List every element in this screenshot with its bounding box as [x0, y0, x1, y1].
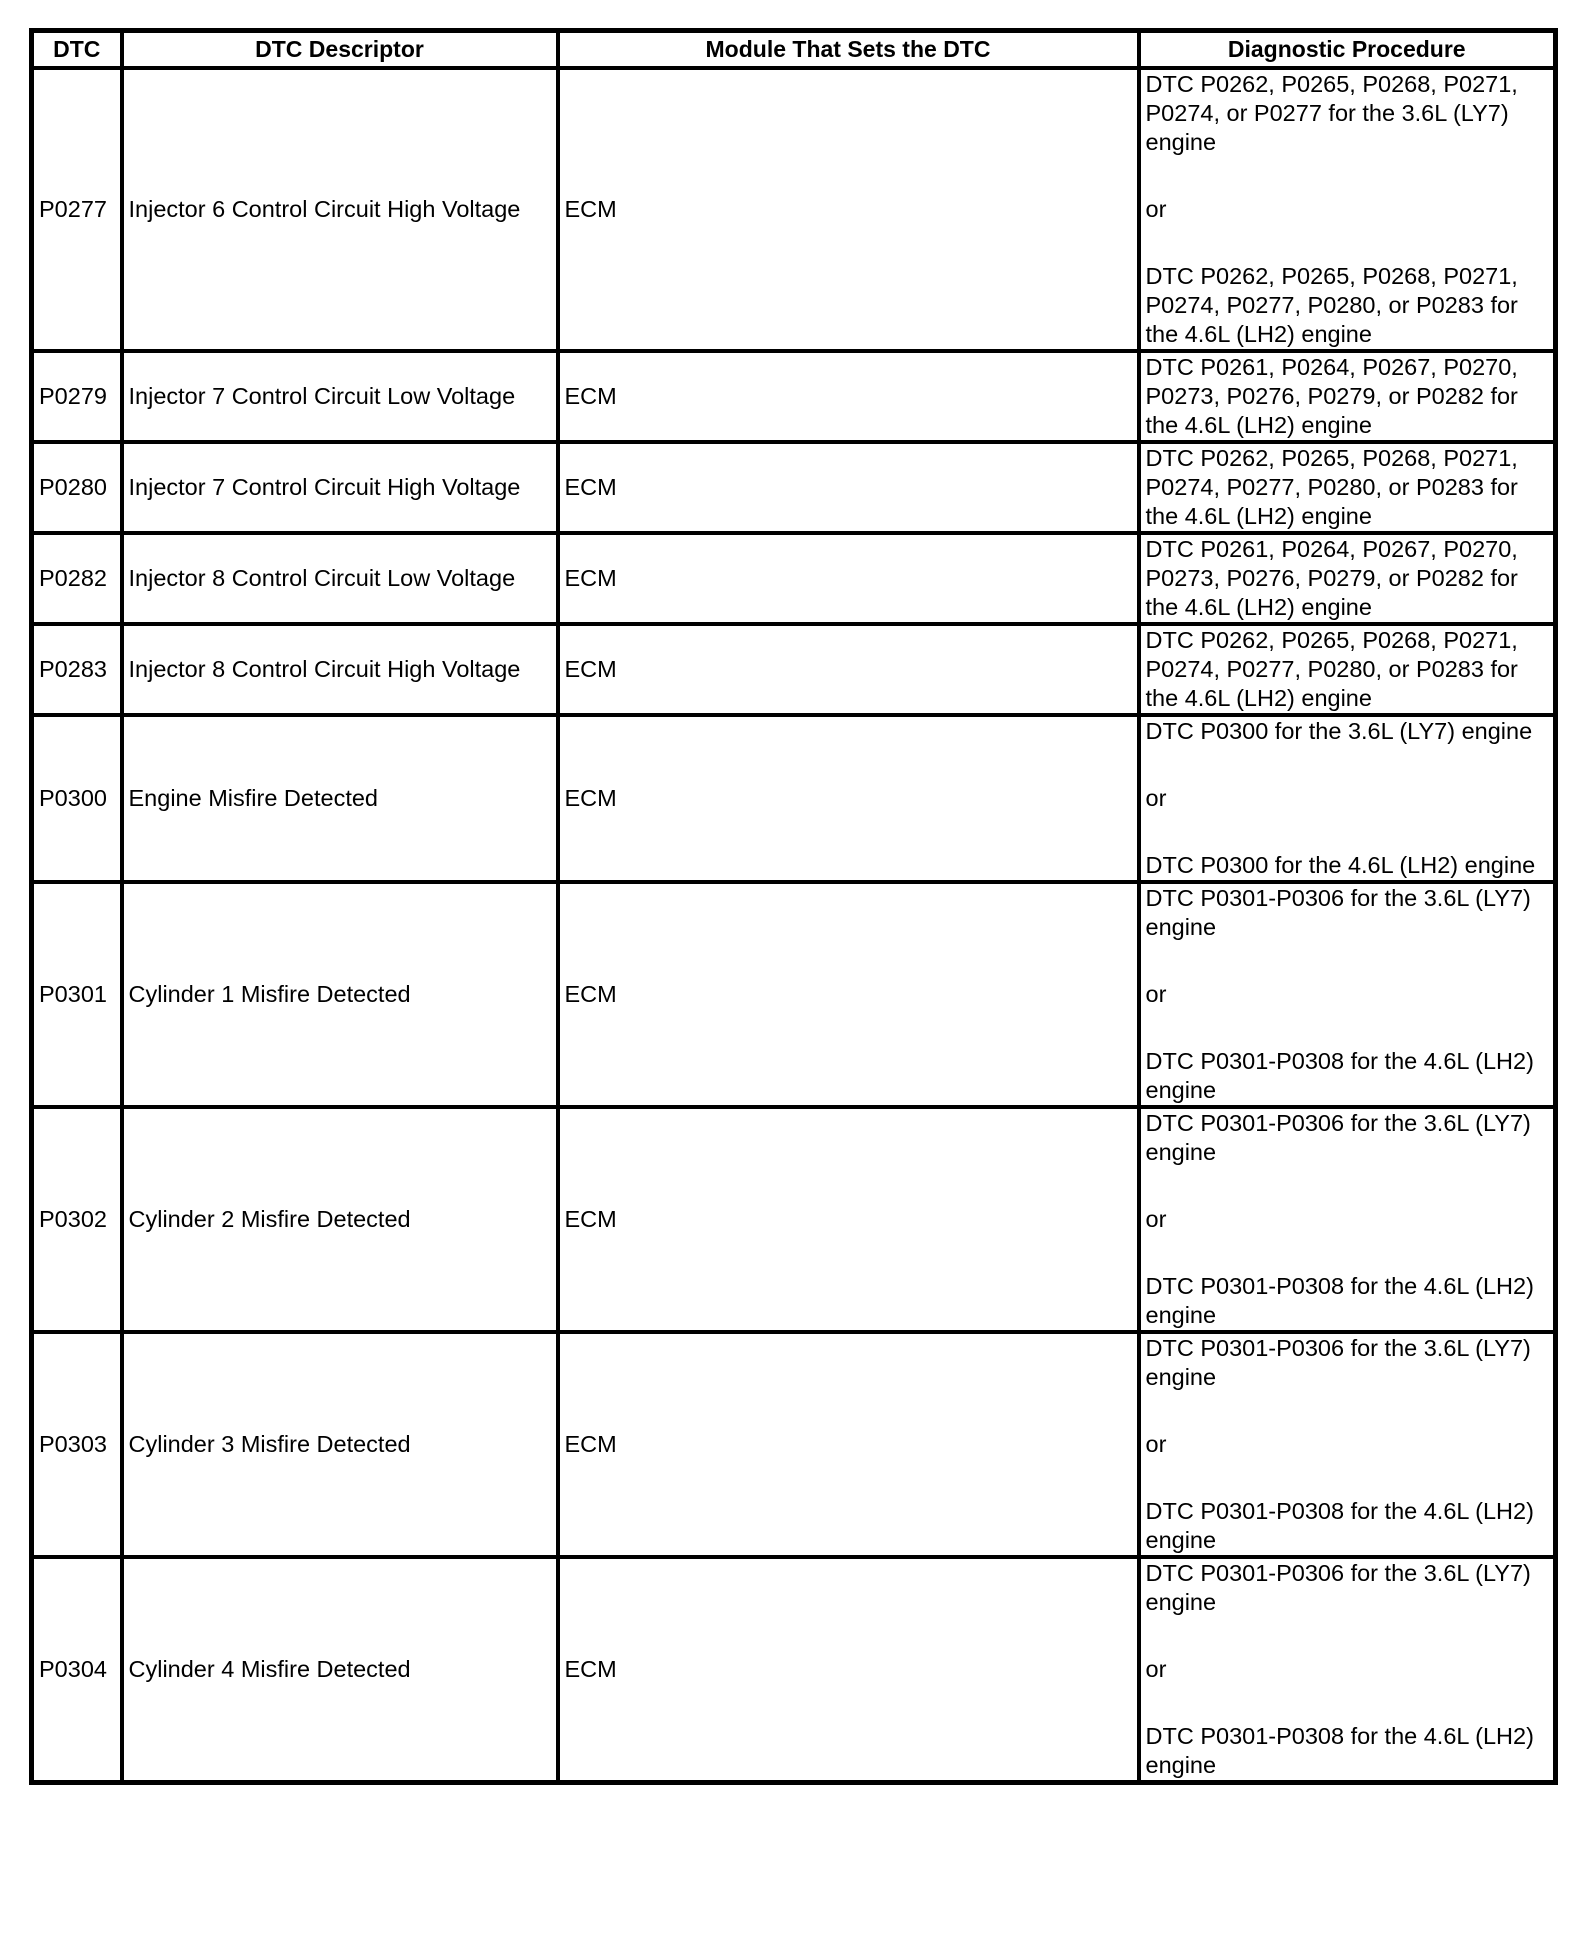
dtc-descriptor: Cylinder 4 Misfire Detected	[122, 1557, 558, 1783]
dtc-code: P0277	[32, 68, 122, 351]
table-row	[32, 351, 1556, 442]
procedure-or: or	[1145, 785, 1167, 811]
dtc-module: ECM	[558, 68, 1139, 351]
procedure-second: DTC P0301-P0308 for the 4.6L (LH2) engine	[1145, 1273, 1534, 1328]
dtc-code: P0304	[32, 1557, 122, 1783]
dtc-code: P0300	[32, 715, 122, 882]
dtc-descriptor: Engine Misfire Detected	[122, 715, 558, 882]
procedure-first: DTC P0300 for the 3.6L (LY7) engine	[1145, 718, 1533, 744]
column-header-dtc: DTC	[32, 31, 122, 69]
dtc-table	[29, 28, 1558, 1785]
procedure-first: DTC P0261, P0264, P0267, P0270, P0273, P0276, P0279, or P0282 for the 4.6L (LH2) engine	[1145, 536, 1518, 620]
procedure-or: or	[1145, 196, 1167, 222]
table-row	[32, 442, 1556, 533]
procedure-or: or	[1145, 1431, 1167, 1457]
table-row	[32, 1332, 1556, 1557]
procedure-second: DTC P0301-P0308 for the 4.6L (LH2) engine	[1145, 1048, 1534, 1103]
dtc-module: ECM	[558, 624, 1139, 715]
diagnostic-procedure	[1139, 68, 1556, 351]
dtc-code: P0303	[32, 1332, 122, 1557]
column-header-module: Module That Sets the DTC	[558, 31, 1139, 69]
table-row	[32, 1107, 1556, 1332]
table-row	[32, 715, 1556, 882]
table-row	[32, 882, 1556, 1107]
dtc-module: ECM	[558, 351, 1139, 442]
procedure-first: DTC P0262, P0265, P0268, P0271, P0274, P0277, P0280, or P0283 for the 4.6L (LH2) engine	[1145, 445, 1518, 529]
dtc-descriptor: Injector 6 Control Circuit High Voltage	[122, 68, 558, 351]
procedure-first: DTC P0301-P0306 for the 3.6L (LY7) engine	[1145, 1335, 1531, 1390]
dtc-module: ECM	[558, 882, 1139, 1107]
dtc-descriptor: Injector 7 Control Circuit Low Voltage	[122, 351, 558, 442]
procedure-first: DTC P0301-P0306 for the 3.6L (LY7) engine	[1145, 1560, 1531, 1615]
diagnostic-procedure	[1139, 624, 1556, 715]
diagnostic-procedure	[1139, 442, 1556, 533]
dtc-descriptor: Injector 8 Control Circuit Low Voltage	[122, 533, 558, 624]
procedure-or: or	[1145, 981, 1167, 1007]
procedure-second: DTC P0301-P0308 for the 4.6L (LH2) engine	[1145, 1498, 1534, 1553]
dtc-descriptor: Cylinder 1 Misfire Detected	[122, 882, 558, 1107]
table-row	[32, 1557, 1556, 1783]
dtc-code: P0283	[32, 624, 122, 715]
table-row	[32, 624, 1556, 715]
column-header-descriptor: DTC Descriptor	[122, 31, 558, 69]
diagnostic-procedure	[1139, 533, 1556, 624]
dtc-code: P0280	[32, 442, 122, 533]
procedure-first: DTC P0261, P0264, P0267, P0270, P0273, P0276, P0279, or P0282 for the 4.6L (LH2) engine	[1145, 354, 1518, 438]
dtc-code: P0302	[32, 1107, 122, 1332]
diagnostic-procedure	[1139, 1107, 1556, 1332]
procedure-first: DTC P0262, P0265, P0268, P0271, P0274, P0277, P0280, or P0283 for the 4.6L (LH2) engine	[1145, 627, 1518, 711]
dtc-descriptor: Cylinder 2 Misfire Detected	[122, 1107, 558, 1332]
procedure-first: DTC P0301-P0306 for the 3.6L (LY7) engine	[1145, 885, 1531, 940]
diagnostic-procedure	[1139, 715, 1556, 882]
dtc-module: ECM	[558, 715, 1139, 882]
procedure-first: DTC P0262, P0265, P0268, P0271, P0274, or P0277 for the 3.6L (LY7) engine	[1145, 71, 1518, 155]
dtc-code: P0279	[32, 351, 122, 442]
procedure-second: DTC P0300 for the 4.6L (LH2) engine	[1145, 852, 1536, 878]
column-header-procedure: Diagnostic Procedure	[1139, 31, 1556, 69]
diagnostic-procedure	[1139, 1557, 1556, 1783]
table-header-row	[32, 31, 1556, 69]
dtc-code: P0301	[32, 882, 122, 1107]
procedure-first: DTC P0301-P0306 for the 3.6L (LY7) engine	[1145, 1110, 1531, 1165]
dtc-module: ECM	[558, 1332, 1139, 1557]
dtc-module: ECM	[558, 1107, 1139, 1332]
table-row	[32, 533, 1556, 624]
dtc-module: ECM	[558, 442, 1139, 533]
dtc-descriptor: Injector 7 Control Circuit High Voltage	[122, 442, 558, 533]
dtc-module: ECM	[558, 533, 1139, 624]
dtc-descriptor: Cylinder 3 Misfire Detected	[122, 1332, 558, 1557]
table-row	[32, 68, 1556, 351]
procedure-second: DTC P0301-P0308 for the 4.6L (LH2) engine	[1145, 1723, 1534, 1778]
dtc-descriptor: Injector 8 Control Circuit High Voltage	[122, 624, 558, 715]
diagnostic-procedure	[1139, 351, 1556, 442]
procedure-or: or	[1145, 1656, 1167, 1682]
diagnostic-procedure	[1139, 1332, 1556, 1557]
dtc-module: ECM	[558, 1557, 1139, 1783]
procedure-second: DTC P0262, P0265, P0268, P0271, P0274, P0277, P0280, or P0283 for the 4.6L (LH2) engine	[1145, 263, 1518, 347]
dtc-code: P0282	[32, 533, 122, 624]
diagnostic-procedure	[1139, 882, 1556, 1107]
procedure-or: or	[1145, 1206, 1167, 1232]
